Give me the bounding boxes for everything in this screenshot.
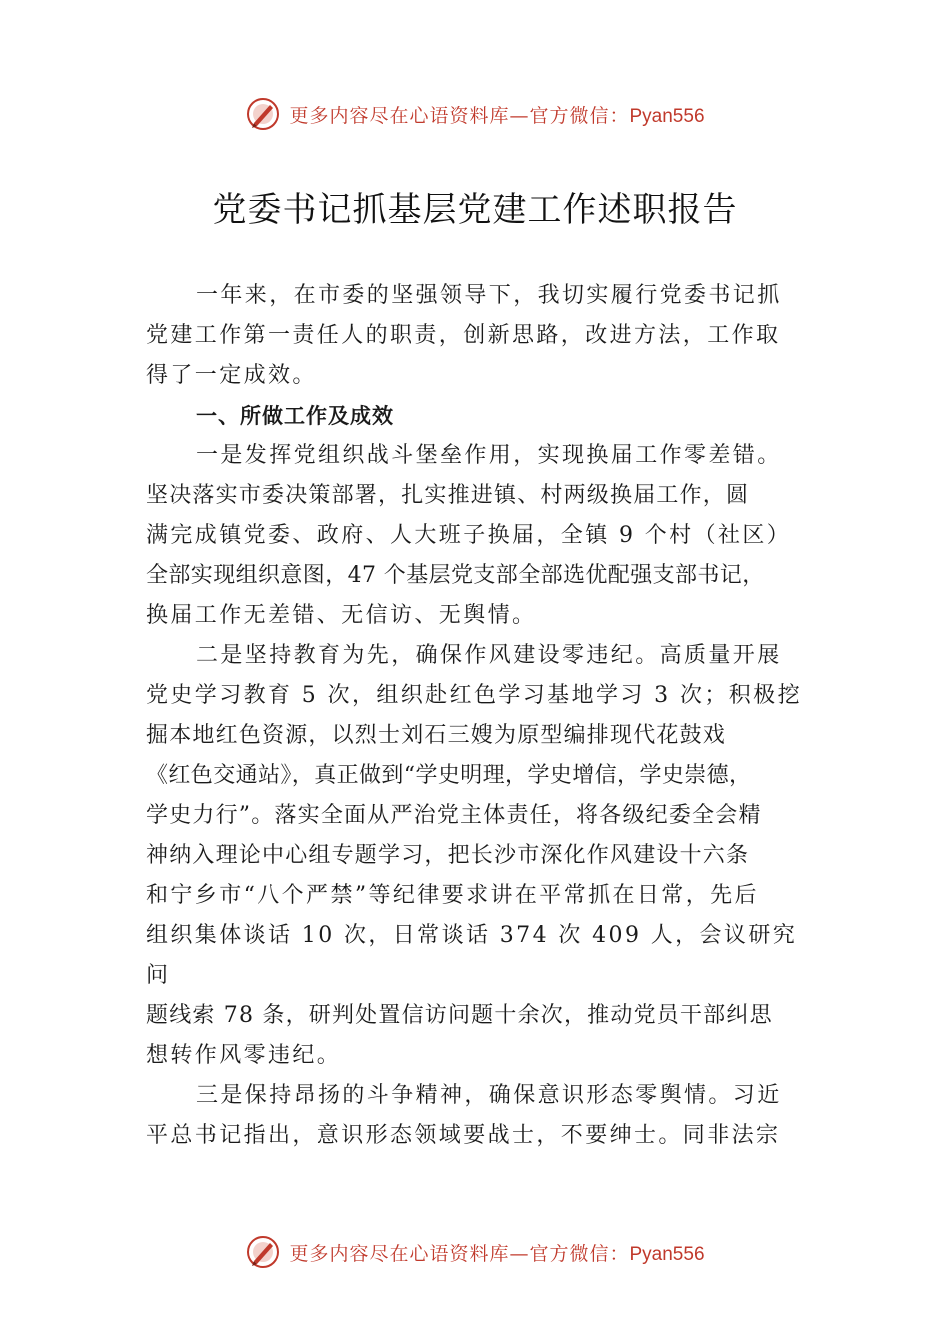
watermark-text: 更多内容尽在心语资料库—官方微信：Pyan556 xyxy=(289,104,705,127)
pen-logo-icon xyxy=(245,96,281,132)
paragraph-line: 神纳入理论中心组专题学习，把长沙市深化作风建设十六条 xyxy=(146,843,750,868)
paragraph-line: 题线索 78 条，研判处置信访问题十余次，推动党员干部纠思 xyxy=(146,1003,773,1028)
paragraph-line: 全部实现组织意图，47 个基层党支部全部选优配强支部书记， xyxy=(146,563,765,588)
paragraph-line: 二是坚持教育为先，确保作风建设零违纪。高质量开展 xyxy=(196,643,782,668)
paragraph-line: 党建工作第一责任人的职责，创新思路，改进方法，工作取 xyxy=(146,323,781,348)
pen-logo-icon xyxy=(245,1234,281,1270)
paragraph-line: 坚决落实市委决策部署，扎实推进镇、村两级换届工作，圆 xyxy=(146,483,750,508)
watermark-banner-bottom xyxy=(0,1232,950,1272)
paragraph-line: 三是保持昂扬的斗争精神，确保意识形态零舆情。习近 xyxy=(196,1083,782,1108)
paragraph-line: 平总书记指出，意识形态领域要战士，不要绅士。同非法宗 xyxy=(146,1123,781,1148)
paragraph-line: 《红色交通站》，真正做到“学史明理，学史增信，学史崇德， xyxy=(146,763,752,788)
paragraph-line: 一是发挥党组织战斗堡垒作用，实现换届工作零差错。 xyxy=(196,443,782,468)
paragraph-line: 掘本地红色资源，以烈士刘石三嫂为原型编排现代花鼓戏 xyxy=(146,723,727,748)
paragraph-line: 想转作风零违纪。 xyxy=(146,1043,342,1068)
wechat-id: Pyan556 xyxy=(629,1243,705,1265)
paragraph-line: 学史力行”。落实全面从严治党主体责任，将各级纪委全会精 xyxy=(146,803,762,828)
watermark-banner-top xyxy=(0,94,950,134)
paragraph-line: 换届工作无差错、无信访、无舆情。 xyxy=(146,603,537,628)
paragraph-line: 得了一定成效。 xyxy=(146,363,317,388)
watermark-text: 更多内容尽在心语资料库—官方微信：Pyan556 xyxy=(289,1242,705,1265)
paragraph-line: 满完成镇党委、政府、人大班子换届，全镇 9 个村（社区） xyxy=(146,523,792,548)
paragraph-line: 组织集体谈话 10 次，日常谈话 374 次 409 人，会议研究 xyxy=(146,923,798,948)
document-body xyxy=(146,276,816,1156)
paragraph-line: 一年来，在市委的坚强领导下，我切实履行党委书记抓 xyxy=(196,283,782,308)
paragraph-line: 和宁乡市“八个严禁”等纪律要求讲在平常抓在日常，先后 xyxy=(146,883,759,908)
paragraph-line: 党史学习教育 5 次，组织赴红色学习基地学习 3 次；积极挖 xyxy=(146,683,802,708)
section-heading: 一、所做工作及成效 xyxy=(196,404,394,428)
document-title: 党委书记抓基层党建工作述职报告 xyxy=(212,190,738,230)
wechat-id: Pyan556 xyxy=(629,105,705,127)
paragraph-line: 问 xyxy=(146,963,171,988)
